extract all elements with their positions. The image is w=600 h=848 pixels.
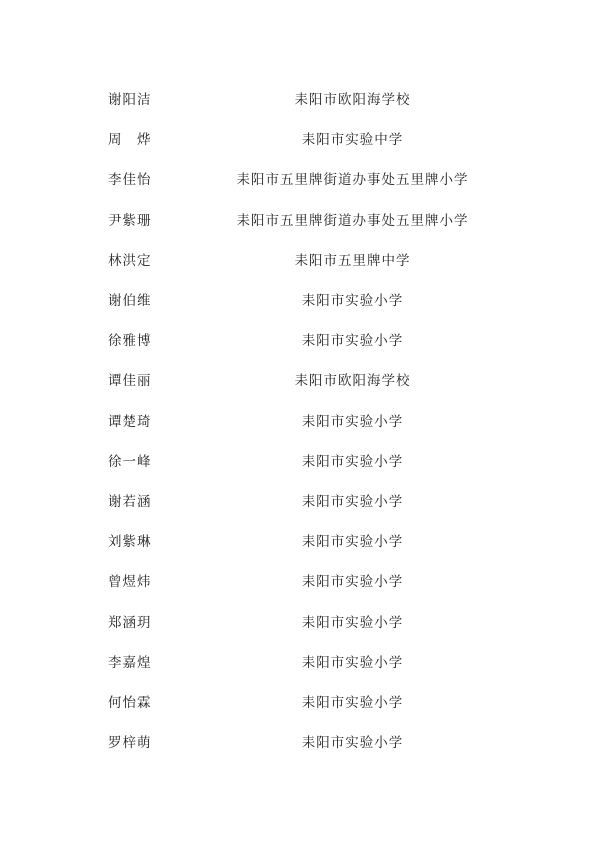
student-name: 何怡霖 (108, 694, 152, 711)
student-name: 周 烨 (108, 132, 152, 149)
list-item (0, 440, 600, 480)
list-item (0, 158, 600, 198)
student-name: 林洪定 (108, 252, 152, 269)
list-item (0, 118, 600, 158)
list-item (0, 681, 600, 721)
school-name: 耒阳市实验小学 (301, 694, 404, 711)
list-item (0, 199, 600, 239)
student-name: 刘紫琳 (108, 534, 152, 551)
school-name: 耒阳市实验小学 (301, 534, 404, 551)
list-item (0, 480, 600, 520)
list-item (0, 721, 600, 761)
list-item (0, 279, 600, 319)
school-name: 耒阳市五里牌街道办事处五里牌小学 (236, 172, 469, 189)
list-item (0, 600, 600, 640)
student-name: 徐雅博 (108, 333, 152, 350)
list-item (0, 560, 600, 600)
list-item (0, 520, 600, 560)
school-name: 耒阳市实验小学 (301, 413, 404, 430)
student-name: 李佳怡 (108, 172, 152, 189)
list-item (0, 641, 600, 681)
list-item (0, 78, 600, 118)
student-name: 曾煜炜 (108, 574, 152, 591)
school-name: 耒阳市实验小学 (301, 735, 404, 752)
list-item (0, 319, 600, 359)
student-name: 尹紫珊 (108, 212, 152, 229)
student-name: 谭佳丽 (108, 373, 152, 390)
school-name: 耒阳市五里牌街道办事处五里牌小学 (236, 212, 469, 229)
school-name: 耒阳市欧阳海学校 (294, 373, 411, 390)
student-name: 谭楚琦 (108, 413, 152, 430)
student-name: 谢阳洁 (108, 92, 152, 109)
school-name: 耒阳市实验小学 (301, 493, 404, 510)
student-list (0, 78, 600, 761)
school-name: 耒阳市实验小学 (301, 453, 404, 470)
student-name: 谢伯维 (108, 293, 152, 310)
school-name: 耒阳市实验小学 (301, 293, 404, 310)
student-name: 徐一峰 (108, 453, 152, 470)
student-name: 谢若涵 (108, 493, 152, 510)
student-name: 罗梓萌 (108, 735, 152, 752)
list-item (0, 359, 600, 399)
list-item (0, 400, 600, 440)
list-item (0, 239, 600, 279)
school-name: 耒阳市欧阳海学校 (294, 92, 411, 109)
school-name: 耒阳市实验中学 (301, 132, 404, 149)
student-name: 郑涵玥 (108, 614, 152, 631)
school-name: 耒阳市实验小学 (301, 654, 404, 671)
school-name: 耒阳市实验小学 (301, 574, 404, 591)
school-name: 耒阳市实验小学 (301, 614, 404, 631)
school-name: 耒阳市实验小学 (301, 333, 404, 350)
school-name: 耒阳市五里牌中学 (294, 252, 411, 269)
student-name: 李嘉煌 (108, 654, 152, 671)
